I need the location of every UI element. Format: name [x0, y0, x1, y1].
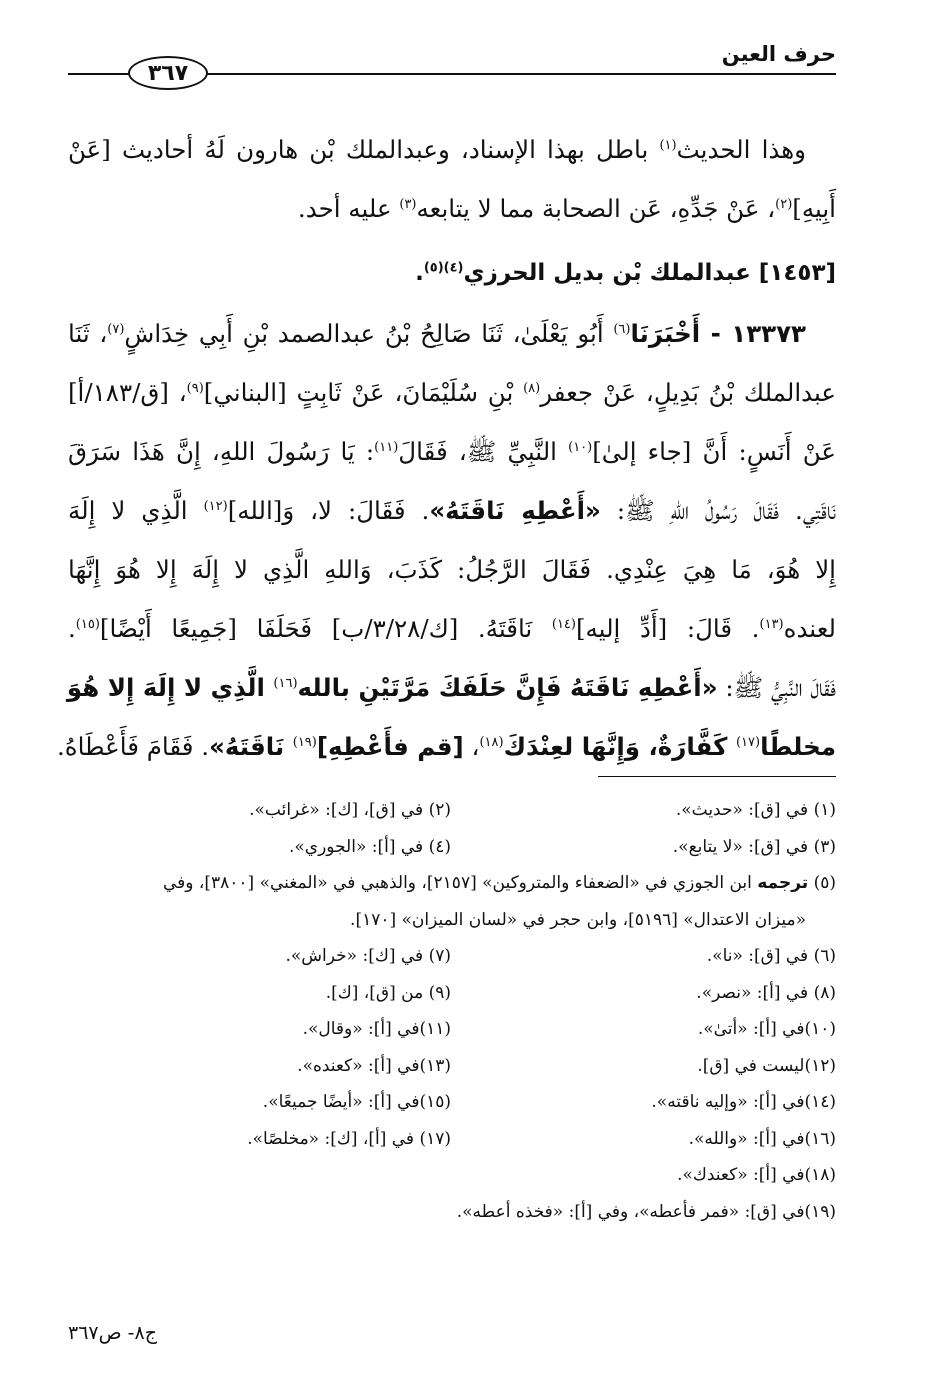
footnote-5: (٥) ترجمه ابن الجوزي في «الضعفاء والمتروكين» [٢١٥٧]، والذهبي في «المغني» [٣٨٠٠]، وفي [162, 873, 836, 893]
footnote-14: (١٤)في [أ]: «وإليه ناقته». [651, 1092, 836, 1112]
footnote-12: (١٢)ليست في [ق]. [697, 1055, 836, 1076]
text-line-7: إِلا هُوَ، مَا هِيَ عِنْدِي. فَقَالَ الرَّجُلُ: كَذَبَ، وَاللهِ الَّذِي لا إِلَهَ إِلا هُوَ إِنَّهَا [68, 555, 836, 584]
footnote-3: (٣) في [ق]: «لا يتابع». [672, 836, 836, 857]
main-text [56, 120, 836, 776]
footnote-8: (٨) في [أ]: «نصر». [696, 982, 836, 1003]
footnote-row [68, 1048, 836, 1085]
text-line-6: نَاقَتِي. فَقَالَ رَسُولُ اللهِ ﷺ: «أَعْطِهِ نَاقَتَهُ». فَقَالَ: لا، وَ[الله]$^{(١٢)}$ الَّذِي لا إِلَهَ [68, 496, 836, 525]
footnote-row [68, 1194, 836, 1231]
footnote-row [68, 829, 836, 866]
text-line-9: فَقَالَ النَّبِيُّ ﷺ: «أَعْطِهِ نَاقَتَهُ فَإِنَّ حَلَفَكَ مَرَّتَيْنِ بالله$^{(١٦)}$ الَّذِي لا إِلَهَ إِلا هُوَ [66, 673, 836, 702]
entry-heading: [١٤٥٣] عبدالملك بْن بديل الحرزي$^{(٤)(٥)}$. [415, 260, 836, 286]
footnote-13: (١٣)في [أ]: «كعنده». [297, 1055, 451, 1076]
footnote-19: (١٩)في [ق]: «فمر فأعطه»، وفي [أ]: «فخذه أعطه». [456, 1201, 836, 1222]
chapter-title: حرف العين [721, 42, 836, 66]
text-line-10: مخلطًا$^{(١٧)}$ كَفَّارَةٌ، وَإِنَّهَا لعِنْدَكَ$^{(١٨)}$، [قم فأَعْطِهِ]$^{(١٩)}$ نَاقَتَهُ». فَقَامَ فَأَعْطَاهُ. [56, 732, 836, 761]
footnote-row [68, 1157, 836, 1194]
footnote-row [68, 792, 836, 829]
footnote-2: (٢) في [ق]، [ك]: «غرائب». [249, 800, 451, 820]
footnote-1: (١) في [ق]: «حديث». [675, 800, 836, 820]
footnote-row [68, 1084, 836, 1121]
footnotes [68, 792, 836, 1230]
footnote-separator [598, 776, 836, 777]
footnote-11: (١١)في [أ]: «وقال». [302, 1019, 451, 1039]
page-number: ٣٦٧ [147, 60, 189, 86]
footnote-6: (٦) في [ق]: «نا». [706, 946, 836, 966]
text-line-1: وهذا الحديث$^{(١)}$ باطل بهذا الإسناد، وعبدالملك بْن هارون لَهُ أحاديث [عَنْ [68, 135, 806, 164]
footnote-row [68, 865, 836, 902]
text-line-2: أَبِيهِ]$^{(٢)}$، عَنْ جَدِّهِ، عَن الصحابة مما لا يتابعه$^{(٣)}$ عليه أحد. [297, 194, 836, 223]
text-line-4: عبدالملك بْنُ بَدِيلٍ، عَنْ جعفر$^{(٨)}$ بْنِ سُلَيْمَانَ، عَنْ ثَابِتٍ [البناني]$^{(٩)}$، [ق/١٨٣/أ] [68, 378, 836, 407]
footnote-15: (١٥)في [أ]: «أيضًا جميعًا». [262, 1092, 451, 1112]
footnote-row [68, 1121, 836, 1158]
footnote-10: (١٠)في [أ]: «أتىٰ». [697, 1019, 836, 1039]
footnote-18: (١٨)في [أ]: «كعندك». [677, 1165, 836, 1185]
page-number-badge [128, 56, 208, 90]
footnote-row [68, 938, 836, 975]
footnote-7: (٧) في [ك]: «خراش». [285, 946, 451, 966]
text-line-8: لعنده$^{(١٣)}$. قَالَ: [أَدِّ إليه]$^{(١٤)}$ نَاقَتَهُ. [ك/٣/٢٨/ب] فَحَلَفَا [جَمِيعًا أَيْضًا]$^{(١٥)}$. [68, 614, 836, 643]
footnote-9: (٩) من [ق]، [ك]. [325, 982, 451, 1003]
footnote-16: (١٦)في [أ]: «والله». [688, 1128, 836, 1149]
footnote-row [68, 975, 836, 1012]
footnote-17: (١٧) في [أ]، [ك]: «مخلصًا». [247, 1128, 451, 1149]
footnote-4: (٤) في [أ]: «الجوري». [288, 836, 451, 857]
footnote-row [68, 902, 836, 939]
footnote-row [68, 1011, 836, 1048]
text-line-3: ١٣٣٧٣ - أَخْبَرَنَا$^{(٦)}$ أَبُو يَعْلَىٰ، ثَنَا صَالِحُ بْنُ عبدالصمد بْنِ أَبِي خِدَاشٍ$^{(٧)}$، ثَنَا [68, 319, 807, 348]
text-line-5: عَنْ أَنَسٍ: أَنَّ [جاء إلىٰ]$^{(١٠)}$ النَّبِيِّ ﷺ، فَقَالَ$^{(١١)}$: يَا رَسُولَ اللهِ، إِنَّ هَذَا سَرَقَ [68, 437, 836, 466]
footnote-5-continued: «ميزان الاعتدال» [٥١٩٦]، وابن حجر في «لسان الميزان» [١٧٠]. [350, 909, 806, 930]
volume-page-reference: ج٨- ص٣٦٧ [68, 1322, 157, 1344]
